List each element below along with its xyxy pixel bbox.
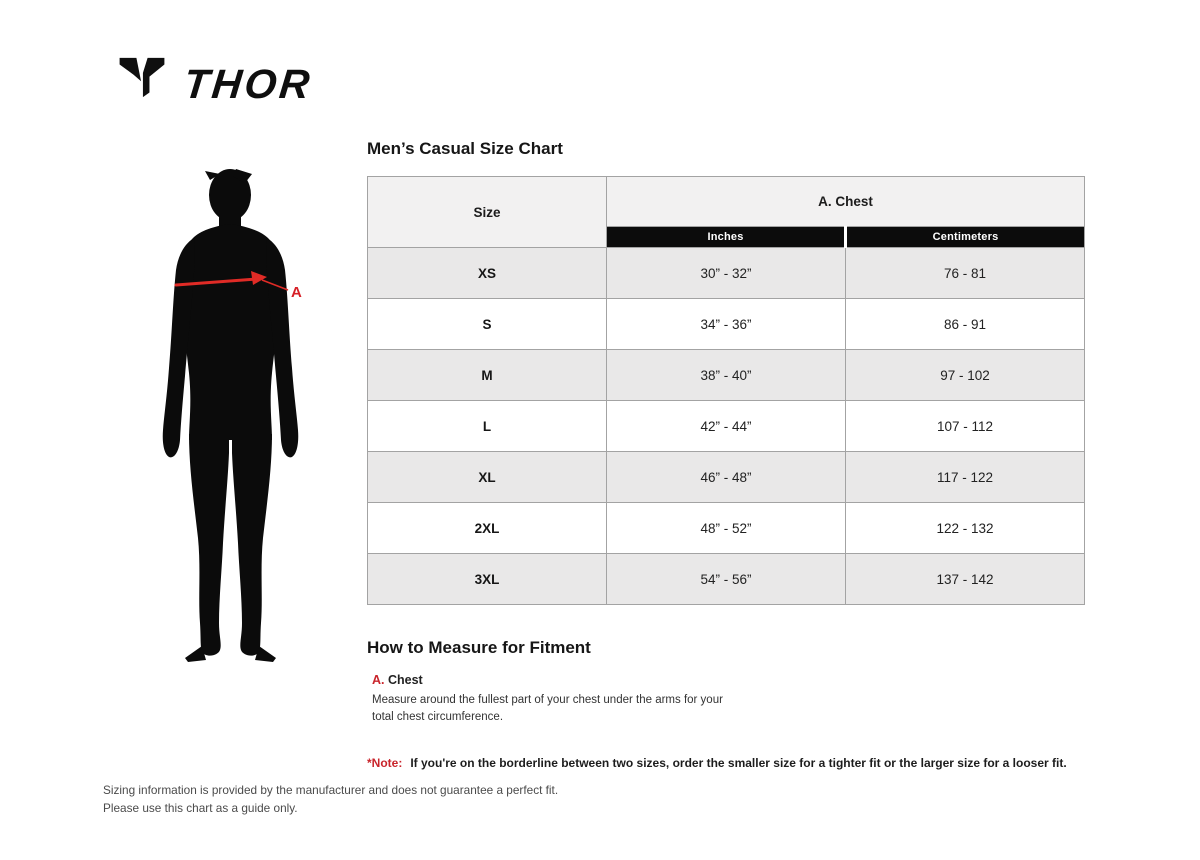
thor-horns-icon bbox=[114, 52, 170, 104]
centimeters-value: 122 - 132 bbox=[846, 503, 1085, 554]
centimeters-value: 107 - 112 bbox=[846, 401, 1085, 452]
centimeters-value: 86 - 91 bbox=[846, 299, 1085, 350]
size-label: S bbox=[368, 299, 607, 350]
table-row bbox=[368, 299, 1085, 350]
size-chart-title: Men’s Casual Size Chart bbox=[367, 139, 563, 158]
size-label: L bbox=[368, 401, 607, 452]
brand-logo bbox=[114, 52, 315, 108]
column-header-chest: A. Chest bbox=[607, 177, 1085, 227]
measure-item-name: Chest bbox=[387, 673, 423, 687]
inches-value: 46” - 48” bbox=[607, 452, 846, 503]
column-header-size: Size bbox=[368, 177, 607, 248]
table-row bbox=[368, 503, 1085, 554]
table-row bbox=[368, 248, 1085, 299]
centimeters-value: 76 - 81 bbox=[846, 248, 1085, 299]
measure-item-chest bbox=[367, 673, 1085, 727]
inches-value: 38” - 40” bbox=[607, 350, 846, 401]
how-to-measure-title: How to Measure for Fitment bbox=[367, 638, 591, 657]
brand-wordmark: THOR bbox=[181, 61, 315, 108]
table-row bbox=[368, 401, 1085, 452]
table-row bbox=[368, 452, 1085, 503]
size-label: 2XL bbox=[368, 503, 607, 554]
column-header-centimeters: Centimeters bbox=[846, 227, 1085, 248]
size-label: XS bbox=[368, 248, 607, 299]
inches-value: 42” - 44” bbox=[607, 401, 846, 452]
measurement-figure bbox=[148, 168, 313, 663]
measure-item-description: Measure around the fullest part of your chest under the arms for your total chest circumference. bbox=[372, 694, 723, 724]
note-text: If you're on the borderline between two sizes, order the smaller size for a tighter fit or the larger size for a looser fit. bbox=[410, 755, 1067, 770]
note-label: *Note: bbox=[367, 755, 403, 770]
table-row bbox=[368, 350, 1085, 401]
centimeters-value: 137 - 142 bbox=[846, 554, 1085, 605]
measure-item-letter: A. bbox=[372, 673, 385, 687]
inches-value: 34” - 36” bbox=[607, 299, 846, 350]
inches-value: 30” - 32” bbox=[607, 248, 846, 299]
footer-disclaimer bbox=[103, 781, 558, 818]
inches-value: 54” - 56” bbox=[607, 554, 846, 605]
chest-marker-label: A bbox=[291, 284, 302, 301]
centimeters-value: 117 - 122 bbox=[846, 452, 1085, 503]
sizing-note bbox=[367, 756, 1085, 770]
inches-value: 48” - 52” bbox=[607, 503, 846, 554]
table-row bbox=[368, 554, 1085, 605]
size-label: 3XL bbox=[368, 554, 607, 605]
table-header-row bbox=[368, 177, 1085, 227]
size-label: M bbox=[368, 350, 607, 401]
size-label: XL bbox=[368, 452, 607, 503]
centimeters-value: 97 - 102 bbox=[846, 350, 1085, 401]
disclaimer-line-1: Sizing information is provided by the manufacturer and does not guarantee a perfect fit. bbox=[103, 783, 559, 797]
column-header-inches: Inches bbox=[607, 227, 846, 248]
main-content bbox=[367, 0, 1085, 770]
size-chart-table bbox=[367, 176, 1085, 605]
male-silhouette-image bbox=[148, 168, 313, 663]
disclaimer-line-2: Please use this chart as a guide only. bbox=[103, 801, 298, 816]
measure-item-heading bbox=[372, 673, 1085, 687]
